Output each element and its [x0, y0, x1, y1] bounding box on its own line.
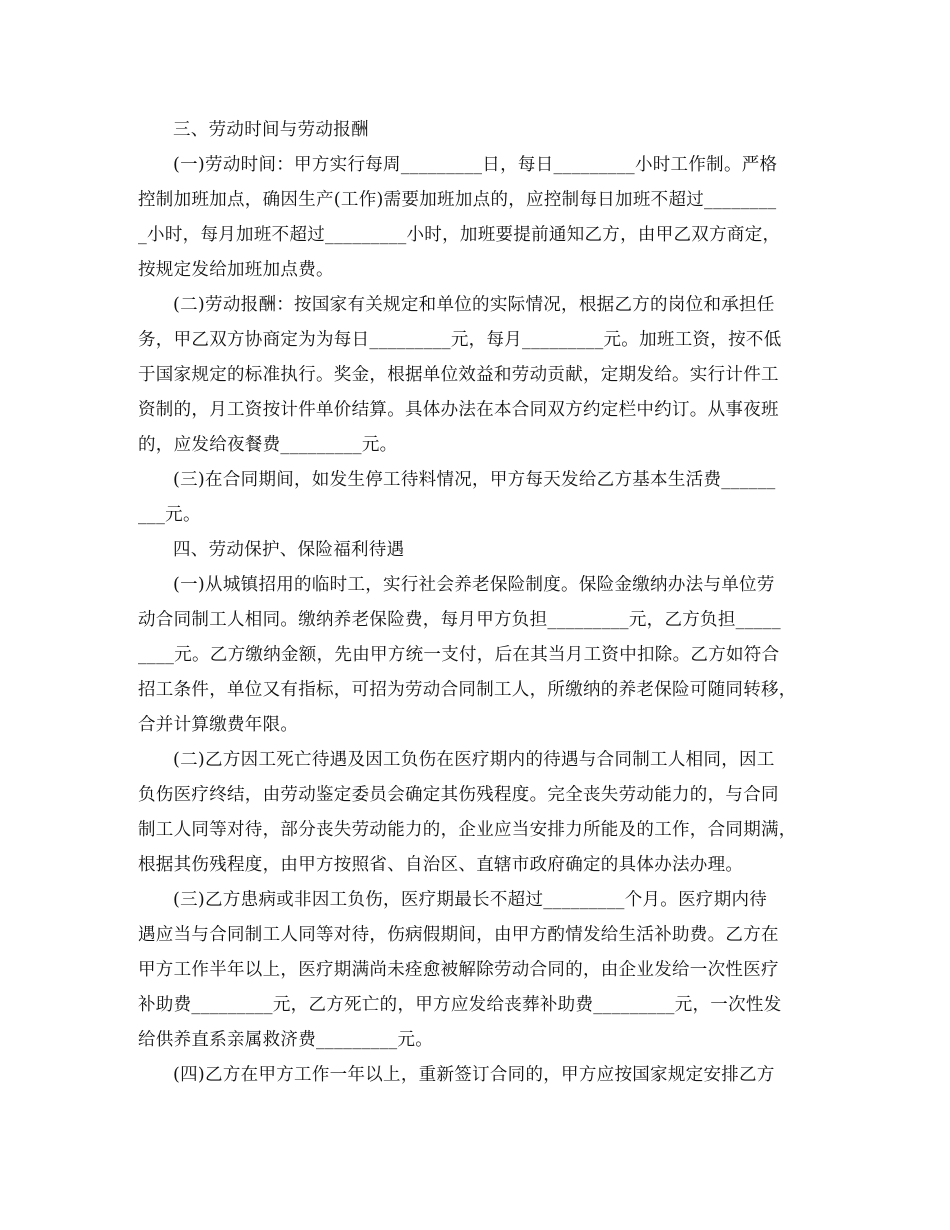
paragraph-line: (二)劳动报酬：按国家有关规定和单位的实际情况，根据乙方的岗位和承担任: [173, 295, 775, 315]
paragraph-line: (二)乙方因工死亡待遇及因工负伤在医疗期内的待遇与合同制工人相同，因工: [173, 750, 775, 770]
paragraph-line: 根据其伤残程度，由甲方按照省、自治区、直辖市政府确定的具体办法办理。: [138, 855, 744, 875]
paragraph-line: 招工条件，单位又有指标，可招为劳动合同制工人，所缴纳的养老保险可随同转移，: [138, 680, 797, 700]
paragraph-line: (三)乙方患病或非因工负伤，医疗期最长不超过_________个月。医疗期内待: [173, 890, 768, 910]
paragraph-line: _小时，每月加班不超过_________小时，加班要提前通知乙方，由甲乙双方商定，: [138, 225, 781, 245]
paragraph-line: 负伤医疗终结，由劳动鉴定委员会确定其伤残程度。完全丧失劳动能力的，与合同: [138, 785, 779, 805]
paragraph-line: 补助费_________元，乙方死亡的，甲方应发给丧葬补助费_________元，一次性发: [138, 995, 782, 1015]
paragraph-line: ___元。: [138, 505, 201, 525]
paragraph-line: 甲方工作半年以上，医疗期满尚未痊愈被解除劳动合同的，由企业发给一次性医疗: [138, 960, 779, 980]
paragraph-line: (一)劳动时间：甲方实行每周_________日，每日_________小时工作制。严格: [173, 155, 778, 175]
section-heading-3: 三、劳动时间与劳动报酬: [173, 120, 369, 140]
paragraph-line: 资制的，月工资按计件单价结算。具体办法在本合同双方约定栏中约订。从事夜班: [138, 400, 779, 420]
section-heading-4: 四、劳动保护、保险福利待遇: [173, 540, 405, 560]
paragraph-line: 遇应当与合同制工人同等对待，伤病假期间，由甲方酌情发给生活补助费。乙方在: [138, 925, 779, 945]
paragraph-line: 控制加班加点，确因生产(工作)需要加班加点的，应控制每日加班不超过________: [138, 190, 777, 210]
paragraph-line: (一)从城镇招用的临时工，实行社会养老保险制度。保险金缴纳办法与单位劳: [173, 575, 775, 595]
paragraph-line: 制工人同等对待，部分丧失劳动能力的，企业应当安排力所能及的工作，合同期满，: [138, 820, 797, 840]
paragraph-line: (四)乙方在甲方工作一年以上，重新签订合同的，甲方应按国家规定安排乙方: [173, 1065, 775, 1085]
paragraph-line: 合并计算缴费年限。: [138, 715, 299, 735]
paragraph-line: (三)在合同期间，如发生停工待料情况，甲方每天发给乙方基本生活费______: [173, 470, 776, 490]
paragraph-line: 按规定发给加班加点费。: [138, 260, 334, 280]
paragraph-line: 务，甲乙双方协商定为为每日_________元，每月_________元。加班工资，按不低: [138, 330, 782, 350]
paragraph-line: 给供养直系亲属救济费_________元。: [138, 1030, 434, 1050]
paragraph-line: 的，应发给夜餐费_________元。: [138, 435, 398, 455]
paragraph-line: ____元。乙方缴纳金额，先由甲方统一支付，后在其当月工资中扣除。乙方如符合: [138, 645, 780, 665]
paragraph-line: 动合同制工人相同。缴纳养老保险费，每月甲方负担_________元，乙方负担_____: [138, 610, 781, 630]
paragraph-line: 于国家规定的标准执行。奖金，根据单位效益和劳动贡献，定期发给。实行计件工: [138, 365, 779, 385]
